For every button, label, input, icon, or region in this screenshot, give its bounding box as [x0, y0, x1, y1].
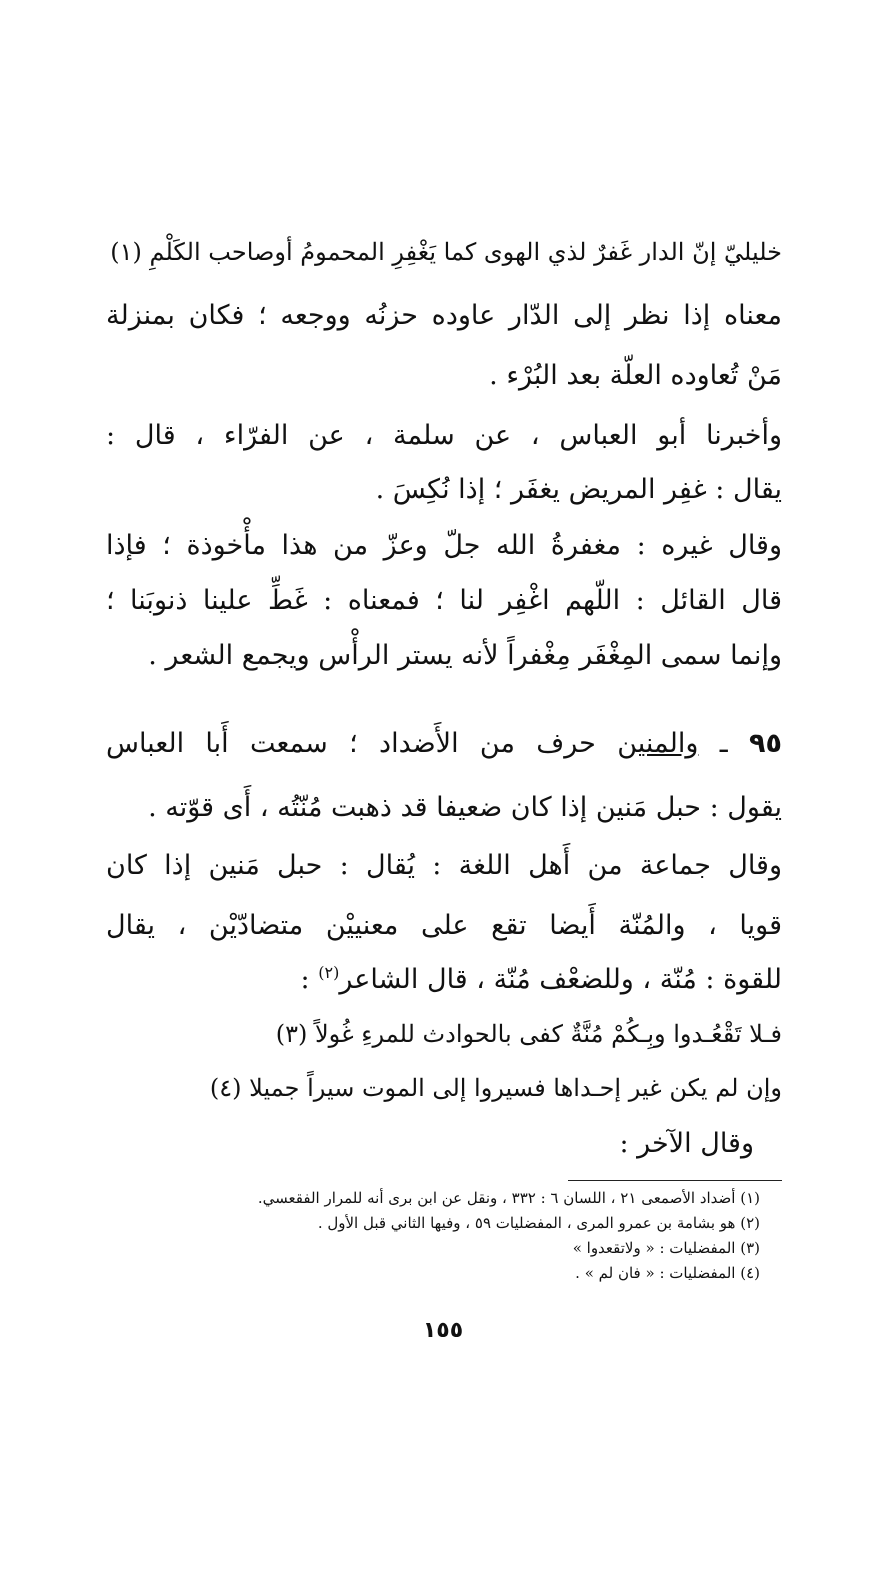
headword: والمنين	[617, 728, 699, 759]
poem-2-verse-1: فـلا تَقْعُـدوا وبِـكُمْ مُنَّةٌ كفى بالحوادث للمرءِ غُولاً (٣)	[275, 1020, 782, 1048]
poem-2-verse-2: وإن لم يكن غير إحـداها فسيروا إلى الموت سيراً جميلا (٤)	[209, 1074, 782, 1102]
poem-verse-1: خليليّ إنّ الدار غَفرٌ لذي الهوى كما يَغْفِرِ المحمومُ أوصاحب الكَلْمِ (١)	[110, 238, 782, 266]
footnote-ref-2: (٢)	[318, 963, 340, 982]
footnote-3: (٣) المفضليات : « ولاتقعدوا »	[572, 1239, 760, 1257]
paragraph-3-line-2: قال القائل : اللّهم اغْفِر لنا ؛ فمعناه : غَطِّ علينا ذنوبَنا ؛	[106, 585, 782, 616]
section-line-5-text: للقوة : مُنّة ، وللضعْف مُنّة ، قال الشاعر	[339, 964, 782, 995]
section-dash: ـ	[698, 728, 750, 759]
section-line-1-rest: حرف من الأَضداد ؛ سمعت أَبا العباس	[106, 728, 618, 759]
paragraph-1-line-2: مَنْ تُعاوده العلّة بعد البُرْء .	[489, 360, 782, 391]
page-number: ١٥٥	[422, 1318, 464, 1343]
last-line: وقال الآخر :	[619, 1128, 754, 1159]
section-95-line-5	[301, 960, 782, 1000]
footnote-divider	[568, 1180, 782, 1181]
footnote-1: (١) أضداد الأصمعى ٢١ ، اللسان ٦ : ٣٣٢ ، ونقل عن ابن برى أنه للمرار الفقعسي.	[257, 1189, 760, 1207]
section-95-line-1	[106, 724, 782, 764]
paragraph-2-line-1: وأخبرنا أبو العباس ، عن سلمة ، عن الفرّاء ، قال :	[106, 420, 782, 451]
footnote-4: (٤) المفضليات : « فان لم » .	[575, 1264, 760, 1282]
paragraph-1-line-1: معناه إذا نظر إلى الدّار عاوده حزنُه ووجعه ؛ فكان بمنزلة	[106, 300, 782, 331]
paragraph-3-line-3: وإنما سمى المِغْفَر مِغْفراً لأنه يستر الرأْس ويجمع الشعر .	[148, 640, 782, 671]
section-95-line-3: وقال جماعة من أَهل اللغة : يُقال : حبل مَنين إذا كان	[106, 850, 782, 881]
paragraph-3-line-1: وقال غيره : مغفرةُ الله جلّ وعزّ من هذا مأْخوذة ؛ فإذا	[106, 530, 782, 561]
section-95-line-4: قويا ، والمُنّة أَيضا تقع على معنييْن متضادّيْن ، يقال	[106, 910, 782, 941]
footnote-2: (٢) هو بشامة بن عمرو المرى ، المفضليات ٥٩ ، وفيها الثاني قبل الأول .	[317, 1214, 760, 1232]
paragraph-2-line-2: يقال : غفِر المريض يغفَر ؛ إذا نُكِسَ .	[375, 474, 782, 505]
section-95-line-2: يقول : حبل مَنين إذا كان ضعيفا قد ذهبت مُنّتُه ، أَى قوّته .	[148, 792, 782, 823]
section-line-5-end: :	[300, 964, 319, 995]
section-number: ٩٥	[749, 728, 783, 759]
